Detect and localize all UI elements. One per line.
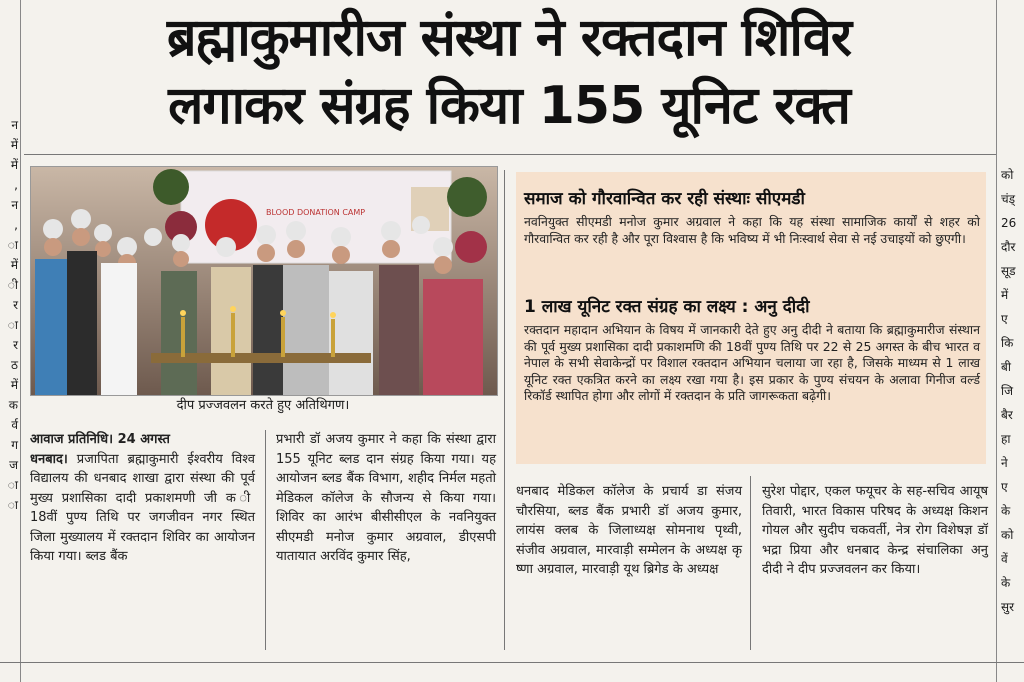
article-text-4: सुरेश पोद्दार, एकल फयूचर के सह-सचिव आयूष तिवारी, भारत विकास परिषद के अध्यक्ष किशन गोयल और सुदीप चकवर्ती, नेत्र रोग विशेषज्ञ डॉ भद्रा प्रिया और धनबाद केन्द्र संचालिका अनु दीदी ने दीप प्रज्जवलन कर किया। bbox=[762, 484, 988, 577]
right-fragment-text: दौर bbox=[1001, 240, 1016, 254]
left-column-fragment bbox=[0, 0, 21, 682]
right-fragment-text: ए bbox=[1001, 312, 1008, 326]
column-divider bbox=[750, 476, 751, 650]
column-divider bbox=[504, 170, 505, 650]
bottom-rule bbox=[0, 662, 1024, 663]
right-fragment-text: 26 bbox=[1001, 216, 1017, 230]
left-fragment-text: क bbox=[8, 398, 18, 412]
sidebox-text-target: रक्तदान महादान अभियान के विषय में जानकारी देते हुए अनु दीदी ने बताया कि ब्रह्माकुमारीज संस्थान की पूर्व मुख्य प्रशासिका दादी प्रकाशमणि की 18वीं पुण्य तिथि पर 22 से 25 अगस्त के बीच भारत व नेपाल के सभी सेवाकेन्द्रों पर विशाल रक्तदान अभियान चलाया जा रहा है, जिसके माध्यम से 1 लाख यूनिट रक्त एकत्रित करने का लक्ष्य रखा गया है। इस प्रकार के पुण्य संचयन के अलावा गिनीज वर्ल्ड रिकॉर्ड स्थापित होगा और लोगों में रक्तदान के प्रति जागरूकता बढ़ेगी। bbox=[524, 322, 980, 403]
left-fragment-text: ा bbox=[7, 498, 18, 512]
left-fragment-text: न bbox=[11, 198, 18, 212]
left-fragment-text: ज bbox=[9, 458, 18, 472]
dateline: धनबाद। bbox=[30, 451, 68, 467]
right-fragment-text: ए bbox=[1001, 480, 1008, 494]
left-fragment-text: में bbox=[10, 378, 18, 392]
left-fragment-text: में bbox=[10, 158, 18, 172]
right-column-fragment bbox=[996, 0, 1024, 682]
headline-divider bbox=[24, 154, 996, 155]
right-fragment-text: वें bbox=[1001, 552, 1008, 566]
left-fragment-text: , bbox=[14, 218, 18, 232]
left-fragment-text: र bbox=[13, 298, 18, 312]
right-fragment-text: बैर bbox=[1001, 408, 1013, 422]
left-fragment-text: र्व bbox=[11, 418, 18, 432]
sidebox-heading-cmd: समाज को गौरवान्वित कर रही संस्थाः सीएमडी bbox=[524, 189, 805, 209]
article-column-4 bbox=[762, 482, 988, 580]
article-text-2: प्रभारी डॉ अजय कुमार ने कहा कि संस्था द्वारा 155 यूनिट ब्लड दान संग्रह किया गया। यह आयोजन ब्लड बैंक विभाग, शहीद निर्मल महतो मेडिकल कॉलेज के सौजन्य से किया गया। शिविर का आरंभ बीसीसीएल के नवनियुक्त सीएमडी मनोज कुमार अग्रवाल, डीएसपी यातायात अरविंद कुमार सिंह, bbox=[276, 432, 496, 564]
right-fragment-text: सुर bbox=[1001, 600, 1015, 614]
banner-text: BLOOD DONATION CAMP bbox=[266, 208, 366, 217]
headline-line-1: ब्रह्माकुमारीज संस्था ने रक्तदान शिविर bbox=[166, 8, 852, 68]
right-fragment-text: जि bbox=[1001, 384, 1014, 398]
left-fragment-text: ा bbox=[7, 318, 18, 332]
left-fragment-text: ठ bbox=[11, 358, 18, 372]
left-fragment-text: ग bbox=[11, 438, 18, 452]
article-text-3: धनबाद मेडिकल कॉलेज के प्रचार्य डा संजय चौरसिया, ब्लड बैंक प्रभारी डॉ अजय कुमार, लायंस क्लब के जिलाध्यक्ष सोमनाथ पृथ्वी, संजीव अग्रवाल, मारवाड़ी सम्मेलन के अध्यक्ष कृ ष्णा अग्रवाल, मारवाड़ी यूथ ब्रिगेड के अध्यक्ष bbox=[516, 484, 742, 577]
left-fragment-text: ी bbox=[7, 278, 18, 292]
right-fragment-text: को bbox=[1001, 168, 1014, 182]
left-fragment-text: न bbox=[11, 118, 18, 132]
right-fragment-text: सूड bbox=[1001, 264, 1016, 278]
headline bbox=[24, 4, 994, 140]
article-column-1 bbox=[30, 430, 255, 567]
sidebox-heading-target: 1 लाख यूनिट रक्त संग्रह का लक्ष्य : अनु दीदी bbox=[524, 297, 810, 317]
left-fragment-text: र bbox=[13, 338, 18, 352]
right-fragment-text: कि bbox=[1001, 336, 1014, 350]
left-fragment-text: , bbox=[14, 178, 18, 192]
headline-line-2: लगाकर संग्रह किया 155 यूनिट रक्त bbox=[168, 76, 850, 136]
right-fragment-text: को bbox=[1001, 528, 1014, 542]
sidebox-text-cmd: नवनियुक्त सीएमडी मनोज कुमार अग्रवाल ने कहा कि यह संस्था सामाजिक कार्यों से शहर को गौरवान्वित कर रही है और पूरा विश्वास है कि भविष्य में भी निःस्वार्थ सेवा से नई उचाइयों को छुएगी। bbox=[524, 214, 980, 246]
left-fragment-text: में bbox=[10, 138, 18, 152]
sidebar-box bbox=[516, 172, 986, 464]
event-photo bbox=[30, 166, 498, 396]
left-fragment-text: ा bbox=[7, 478, 18, 492]
photo-caption: दीप प्रज्जवलन करते हुए अतिथिगण। bbox=[176, 398, 350, 413]
article-text-1: प्रजापिता ब्रह्माकुमारी ईश्वरीय विश्व विद्यालय की धनबाद शाखा द्वारा संस्था की पूर्व मुख्य प्रशासिका दादी प्रकाशमणी जी क ी 18वीं पुण्य तिथि पर जगजीवन नगर स्थित जिला मुख्यालय में रक्तदान शिविर का आयोजन किया गया। ब्लड बैंक bbox=[30, 451, 255, 564]
left-fragment-text: ा bbox=[7, 238, 18, 252]
left-fragment-text: में bbox=[10, 258, 18, 272]
right-fragment-text: हा bbox=[1001, 432, 1011, 446]
article-column-2 bbox=[276, 430, 496, 567]
right-fragment-text: ने bbox=[1001, 456, 1008, 470]
byline: आवाज प्रतिनिधि। 24 अगस्त bbox=[30, 432, 170, 447]
right-fragment-text: के bbox=[1001, 504, 1011, 518]
right-fragment-text: चंड् bbox=[1001, 192, 1016, 206]
column-divider bbox=[265, 430, 266, 650]
article-column-3 bbox=[516, 482, 742, 580]
right-fragment-text: में bbox=[1001, 288, 1009, 302]
photo-illustration bbox=[31, 167, 497, 395]
right-fragment-text: बी bbox=[1001, 360, 1011, 374]
right-fragment-text: के bbox=[1001, 576, 1011, 590]
